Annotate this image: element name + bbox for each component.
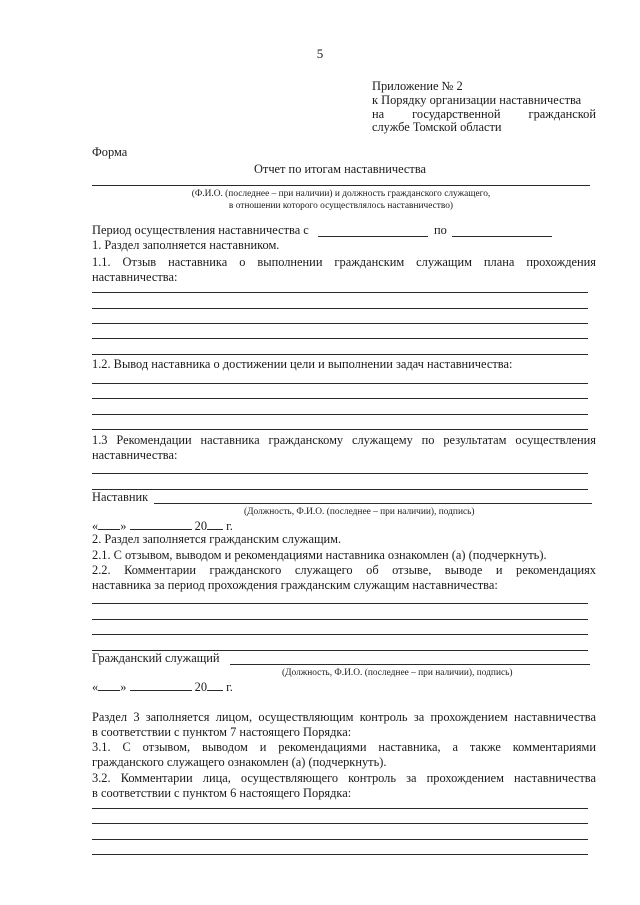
section-3-heading-line-1: Раздел 3 заполняется лицом, осуществляющим контроль за прохождением наставничества [92,710,596,724]
mentee-caption-line-1: (Ф.И.О. (последнее – при наличии) и должность гражданского служащего, [191,189,491,199]
servant-signer-caption: (Должность, Ф.И.О. (последнее – при наличии), подпись) [282,668,513,678]
servant-date: « » 20 г. [92,680,233,694]
annex-line-1: Приложение № 2 [372,79,463,93]
mentor-signer-label: Наставник [92,490,149,504]
item-2-2-line-1: 2.2. Комментарии гражданского служащего об отзыве, выводе и рекомендациях [92,563,596,577]
answer-line[interactable] [92,634,588,635]
mentor-signer-caption: (Должность, Ф.И.О. (последнее – при наличии), подпись) [244,507,475,517]
answer-line[interactable] [92,823,588,824]
item-1-1-line-2: наставничества: [92,270,178,284]
answer-line[interactable] [92,383,588,384]
section-1-heading: 1. Раздел заполняется наставником. [92,238,280,252]
day-field[interactable] [98,518,120,530]
day-field[interactable] [98,679,120,691]
answer-line[interactable] [92,429,588,430]
answer-line[interactable] [92,839,588,840]
mentor-date: « » 20 г. [92,519,233,533]
answer-line[interactable] [92,308,588,309]
month-field[interactable] [130,679,192,691]
item-1-2: 1.2. Вывод наставника о достижении цели и выполнении задач наставничества: [92,357,513,371]
answer-line[interactable] [92,398,588,399]
section-3-heading-line-2: в соответствии с пунктом 7 настоящего Порядка: [92,725,352,739]
item-2-2-line-2: наставника за период прохождения гражданским служащим наставничества: [92,578,498,592]
answer-line[interactable] [92,854,588,855]
period-to-label: по [434,223,447,237]
item-3-2-line-1: 3.2. Комментарии лица, осуществляющего контроль за прохождением наставничества [92,771,596,785]
annex-line-2: к Порядку организации наставничества [372,92,582,107]
section-2-heading: 2. Раздел заполняется гражданским служащим. [92,532,342,546]
item-2-1: 2.1. С отзывом, выводом и рекомендациями наставника ознакомлен (а) (подчеркнуть). [92,548,547,562]
answer-line[interactable] [92,323,588,324]
item-1-1-line-1: 1.1. Отзыв наставника о выполнении гражданским служащим плана прохождения [92,255,596,269]
answer-line[interactable] [92,292,588,293]
annex-line-3: на государственной гражданской [372,106,596,121]
item-3-1-line-2: гражданского служащего ознакомлен (а) (подчеркнуть). [92,755,387,769]
period-end-field[interactable] [452,236,552,237]
month-field[interactable] [130,518,192,530]
mentee-name-line[interactable] [92,185,590,186]
form-label: Форма [92,145,128,159]
item-3-2-line-2: в соответствии с пунктом 6 настоящего Порядка: [92,786,352,800]
answer-line[interactable] [92,338,588,339]
year-field[interactable] [207,679,223,691]
mentor-signature-line[interactable] [154,503,592,504]
answer-line[interactable] [92,489,588,490]
answer-line[interactable] [92,808,588,809]
item-1-3-line-1: 1.3 Рекомендации наставника гражданскому служащему по результатам осуществления [92,433,596,447]
answer-line[interactable] [92,473,588,474]
year-field[interactable] [207,518,223,530]
answer-line[interactable] [92,354,588,355]
period-start-field[interactable] [318,236,428,237]
servant-signature-line[interactable] [230,664,590,665]
annex-header [372,80,596,135]
answer-line[interactable] [92,603,588,604]
item-3-1-line-1: 3.1. С отзывом, выводом и рекомендациями наставника, а также комментариями [92,740,596,754]
report-title: Отчет по итогам наставничества [253,162,427,176]
page-number: 5 [316,46,324,61]
annex-line-4: службе Томской области [372,120,502,135]
period-label: Период осуществления наставничества с [92,223,309,237]
servant-signer-label: Гражданский служащий [92,651,220,665]
mentee-caption-line-2: в отношении которого осуществлялось наставничество) [228,201,454,211]
item-1-3-line-2: наставничества: [92,448,178,462]
answer-line[interactable] [92,619,588,620]
answer-line[interactable] [92,414,588,415]
